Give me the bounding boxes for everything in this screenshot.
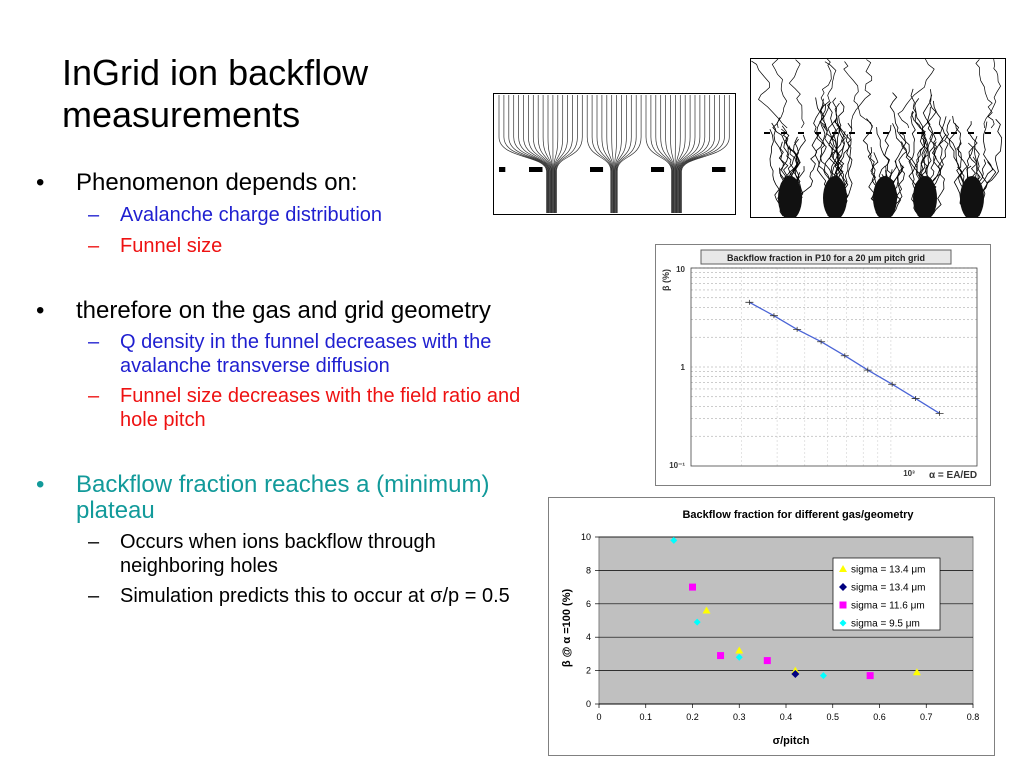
- chart-2-point: [689, 584, 696, 591]
- bullet-3-sub-1: [30, 530, 530, 578]
- chart-1-panel: [655, 244, 991, 486]
- bullet-dot: •: [36, 297, 45, 324]
- avalanche-cloud: [873, 176, 897, 218]
- chart-2-svg: [548, 497, 995, 756]
- chart-2-legend-marker: [840, 602, 847, 609]
- chart-2-xtick-label: 0: [596, 712, 602, 722]
- grid-segment: [968, 132, 974, 134]
- bullet-1-sub-1-text: Avalanche charge distribution: [120, 204, 383, 226]
- grid-segment: [764, 132, 770, 134]
- chart-2-point: [867, 672, 874, 679]
- chart-2-point: [764, 657, 771, 664]
- chart-2-xtick-label: 0.8: [966, 712, 980, 722]
- bullet-dot: •: [36, 169, 45, 196]
- chart-2-title: Backflow fraction for different gas/geometry: [682, 509, 914, 521]
- grid-segment: [781, 132, 787, 134]
- avalanche-cloud: [913, 176, 937, 218]
- chart-2-legend-label: sigma = 9.5 μm: [851, 618, 920, 630]
- chart-2-xtick-label: 0.6: [873, 712, 886, 722]
- bullet-2-text: therefore on the gas and grid geometry: [76, 297, 491, 324]
- chart-1-ytick-01: 10⁻¹: [669, 461, 685, 470]
- bullet-2: [30, 298, 530, 324]
- grid-electrode: [529, 167, 543, 172]
- chart-2-ytick-label: 4: [585, 632, 591, 643]
- chart-2-legend-label: sigma = 13.4 μm: [851, 564, 926, 576]
- grid-segment: [832, 132, 838, 134]
- grid-segment: [951, 132, 957, 134]
- bullet-2-sub-2-text: Funnel size decreases with the field ratio and hole pitch: [120, 385, 521, 431]
- chart-2-ytick-label: 6: [585, 598, 591, 609]
- grid-electrode: [651, 167, 664, 172]
- bullet-1-sub-1: [30, 203, 530, 227]
- chart-2-xlabel: σ/pitch: [772, 735, 810, 747]
- bullet-1-sub-2: [30, 234, 530, 258]
- grid-segment: [849, 132, 855, 134]
- bullet-2-sub-2: [30, 384, 530, 432]
- bullet-dash: –: [88, 385, 100, 407]
- avalanche-cloud: [823, 176, 847, 218]
- bullet-list: [30, 170, 530, 608]
- bullet-dash: –: [88, 531, 100, 553]
- grid-segment: [917, 132, 923, 134]
- field-lines-figure: [493, 93, 736, 215]
- grid-segment: [934, 132, 940, 134]
- grid-segment: [815, 132, 821, 134]
- bullet-1-sub-2-text: Funnel size: [120, 235, 223, 257]
- chart-2-xtick-label: 0.2: [686, 712, 699, 722]
- chart-1-svg: [655, 244, 991, 486]
- chart-2-ytick-label: 8: [585, 565, 591, 576]
- bullet-3-sub-2-text: Simulation predicts this to occur at σ/p = 0.5: [120, 585, 510, 607]
- chart-2-xtick-label: 0.7: [919, 712, 933, 722]
- bullet-dot: •: [36, 471, 45, 498]
- bullet-dash: –: [88, 235, 100, 257]
- ion-tracks-figure: [750, 58, 1006, 218]
- chart-2-panel: [548, 497, 995, 756]
- bullet-3-text: Backflow fraction reaches a (minimum) plateau: [76, 471, 490, 524]
- slide-title: InGrid ion backflow measurements: [62, 52, 369, 135]
- grid-segment: [900, 132, 906, 134]
- chart-2-xtick-label: 0.4: [779, 712, 793, 722]
- grid-segment: [883, 132, 889, 134]
- bullet-dash: –: [88, 585, 100, 607]
- chart-2-legend-label: sigma = 11.6 μm: [851, 600, 925, 612]
- chart-1-ylabel: β (%): [661, 269, 671, 291]
- chart-2-legend-label: sigma = 13.4 μm: [851, 582, 926, 594]
- ion-tracks-image: [750, 58, 1006, 218]
- bullet-2-sub-1: [30, 330, 530, 378]
- chart-2-point: [717, 652, 724, 659]
- bullet-2-sub-1-text: Q density in the funnel decreases with the avalanche transverse diffusion: [120, 331, 492, 377]
- bullet-dash: –: [88, 204, 100, 226]
- chart-2-ylabel: β @ α =100 (%): [561, 588, 573, 668]
- grid-electrode: [499, 167, 505, 172]
- chart-2-xtick-label: 0.5: [826, 712, 840, 722]
- chart-2-ytick-label: 2: [585, 665, 591, 676]
- bullet-1-text: Phenomenon depends on:: [76, 169, 358, 196]
- chart-1-ytick-10: 10: [676, 265, 685, 274]
- chart-1-xtick-1000: 10³: [903, 469, 915, 478]
- grid-segment: [798, 132, 804, 134]
- bullet-1: [30, 170, 530, 196]
- chart-1-xlabel: α = EA/ED: [929, 470, 978, 481]
- chart-2-ytick-label: 0: [585, 699, 591, 709]
- chart-2-xtick-label: 0.3: [732, 712, 746, 722]
- chart-1-ytick-1: 1: [680, 363, 685, 372]
- chart-2-xtick-label: 0.1: [639, 712, 653, 722]
- chart-2-legend: [833, 558, 940, 630]
- bullet-3: [30, 472, 530, 524]
- chart-1-title: Backflow fraction in P10 for a 20 μm pitch grid: [726, 253, 926, 263]
- bullet-3-sub-1-text: Occurs when ions backflow through neighboring holes: [120, 531, 436, 577]
- chart-2-ytick-label: 10: [580, 532, 591, 542]
- avalanche-cloud: [960, 176, 984, 218]
- field-lines-image: [493, 93, 736, 215]
- grid-electrode: [590, 167, 603, 172]
- grid-segment: [985, 132, 991, 134]
- avalanche-cloud: [778, 176, 802, 218]
- grid-electrode: [712, 167, 726, 172]
- grid-segment: [866, 132, 872, 134]
- bullet-3-sub-2: [30, 584, 530, 608]
- bullet-dash: –: [88, 331, 100, 353]
